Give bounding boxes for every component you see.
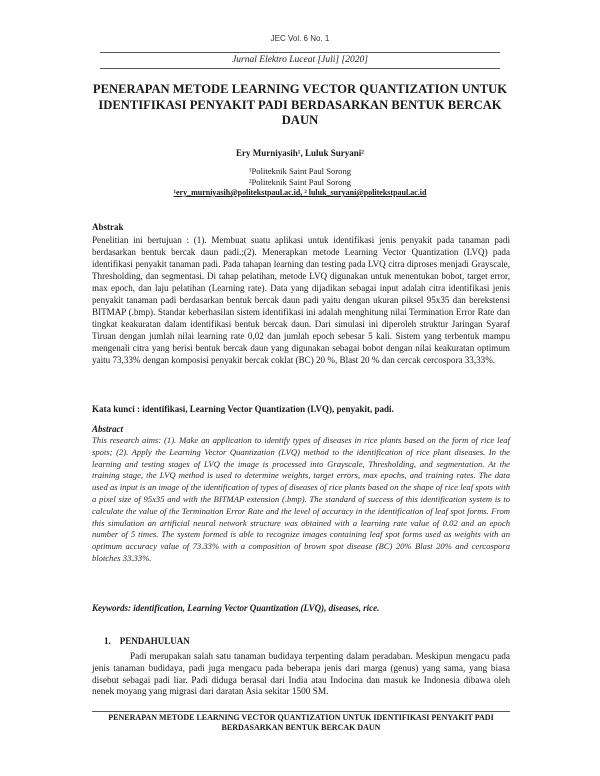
footer-divider — [92, 711, 510, 712]
section-heading-pendahuluan: 1. PENDAHULUAN — [104, 636, 190, 646]
affiliation-2: ²Politeknik Saint Paul Sorong — [248, 177, 352, 187]
kata-kunci: Kata kunci : identifikasi, Learning Vector Quantization (LVQ), penyakit, padi. — [92, 404, 394, 414]
keywords: Keywords: identification, Learning Vector Quantization (LVQ), diseases, rice. — [92, 603, 380, 613]
paper-title: PENERAPAN METODE LEARNING VECTOR QUANTIZATION UNTUK IDENTIFIKASI PENYAKIT PADI BERDASARKAN BENTUK BERCAK DAUN — [92, 82, 508, 127]
journal-volume: JEC Vol. 6 No. 1 — [270, 34, 330, 43]
abstrak-heading: Abstrak — [92, 222, 124, 232]
abstract-heading: Abstract — [92, 424, 124, 434]
abstract-text: This research aims: (1). Make an application to identify types of diseases in rice plants based on the form of rice leaf spots; (2). Apply the Learning Vector Quantization (LVQ) method to the identification of rice plant diseases. In the learning and testing stages of LVQ the image is processed into Grayscale, Thresholding, and segmentation. At the training stage, the LVQ method is used to determine weights, target errors, max epochs, and training rates. The data used as input is an image of the identification of types of diseases of rice plants based on the shape of rice leaf spots with a pixel size of 95x35 and with the BITMAP extension (.bmp). The standard of success of this identification system is to calculate the value of the Termination Error Rate and the level of accuracy in the identification of leaf spot forms. From this simulation an artificial neural network structure was obtained with a learning rate value of 0.02 and an epoch number of 5 times. The system formed is able to recognize images containing leaf spot forms used as weights with an optimum accuracy value of 73.33% with a composition of brown spot disease (BC) 20% Blast 20% and cercospora blotches 33.33%. — [92, 435, 510, 563]
running-header: Jurnal Elektro Luceat [Juli] [2020] — [100, 52, 500, 69]
page-footer: PENERAPAN METODE LEARNING VECTOR QUANTIZATION UNTUK IDENTIFIKASI PENYAKIT PADI BERDASARKAN BENTUK BERCAK DAUN — [108, 713, 494, 732]
affiliation-1: ¹Politeknik Saint Paul Sorong — [248, 166, 352, 176]
author-emails[interactable]: ¹ery_murniyasih@politekstpaul.ac.id, ² luluk_suryani@politekstpaul.ac.id — [173, 188, 427, 197]
authors: Ery Murniyasih¹, Luluk Suryani² — [236, 148, 364, 158]
abstrak-text: Penelitian ini bertujuan : (1). Membuat suatu aplikasi untuk identifikasi jenis penyakit pada tanaman padi berdasarkan bentuk bercak daun padi.;(2). Menerapkan metode Learning Vector Quantization (LVQ) pada identifikasi penyakit tanaman padi. Pada tahapan learning dan testing pada LVQ citra diproses menjadi Grayscale, Thresholding, dan segmentasi. Di tahap pelatihan, metode LVQ digunakan untuk menentukan bobot, target error, max epoch, dan laju pelatihan (Learning rate). Data yang dijadikan sebagai input adalah citra identifikasi jenis penyakit tanaman padi berdasarkan bentuk bercak daun padi yaitu dengan ukuran piksel 95x35 dan berekstensi BITMAP (.bmp). Standar keberhasilan sistem identifikasi ini adalah menghitung nilai Termination Error Rate dan tingkat keakuratan dalam identifikasi bentuk bercak daun. Dari simulasi ini diperoleh struktur Jaringan Syaraf Tiruan dengan jumlah nilai learning rate 0,02 dan jumlah epoch sebesar 5 kali. Sistem yang terbentuk mampu mengenali citra yang berisi bentuk bercak daun yang digunakan sebagai bobot dengan nilai keakuratan optimum yaitu 73,33% dengan komposisi penyakit bercak coklat (BC) 20 %, Blast 20 % dan cercak cercospora 33,33%. — [92, 235, 510, 365]
intro-text: Padi merupakan salah satu tanaman budidaya terpenting dalam peradaban. Meskipun mengacu pada jenis tanaman budidaya, padi juga mengacu pada beberapa jenis dari marga (genus) yang sama, yang biasa disebut sebagai padi liar. Padi diduga berasal dari India atau Indocina dan masuk ke Indonesia dibawa oleh nenek moyang yang migrasi dari daratan Asia sekitar 1500 SM. — [92, 652, 510, 698]
